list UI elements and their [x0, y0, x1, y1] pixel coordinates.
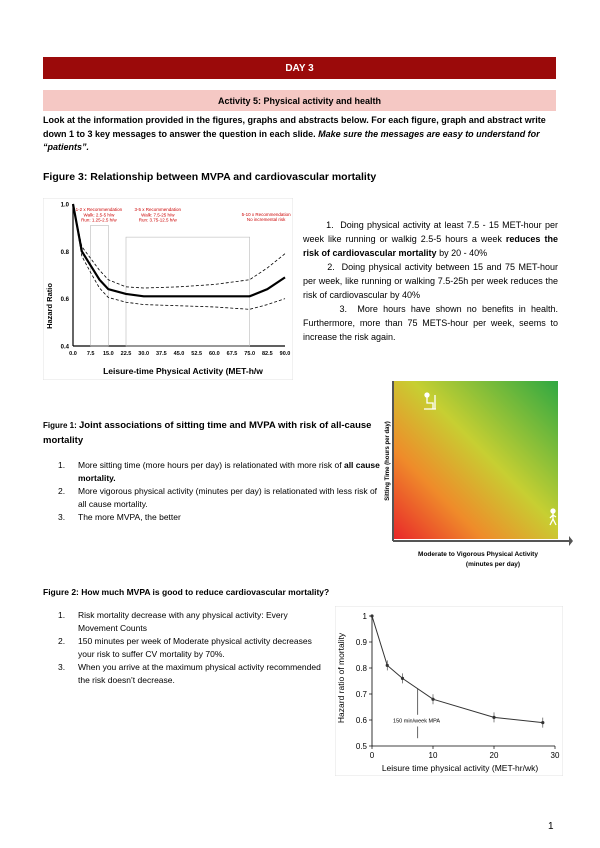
figure2-y-tick: 0.6	[355, 716, 367, 725]
figure1-message-2: 2. More vigorous physical activity (minutes per day) is relationated with less risk of all cause mortality.	[58, 486, 378, 509]
figure1-heading: Figure 1: Joint associations of sitting time and MVPA with risk of all-cause mortality	[43, 420, 372, 446]
figure2-y-tick: 0.5	[355, 742, 367, 751]
figure3-messages	[303, 218, 558, 344]
instructions-italic: Make sure the messages are easy to understand for “patients”.	[43, 128, 540, 152]
figure2-message-2: 2. 150 minutes per week of Moderate physical activity decreases your risk to suffer CV mortality by 70%.	[58, 636, 312, 659]
figure1-graphic	[383, 381, 573, 571]
figure3-x-tick: 7.5	[86, 351, 95, 357]
figure1-message-3: 3. The more MVPA, the better	[58, 512, 181, 522]
figure3-y-tick: 0.6	[60, 297, 69, 304]
figure3-x-tick: 37.5	[155, 351, 167, 357]
figure2-x-tick: 30	[550, 751, 560, 760]
activity-banner	[43, 90, 556, 111]
walking-person-icon	[550, 509, 556, 525]
figure2-y-tick: 0.8	[355, 664, 367, 673]
figure3-annotation-1: 1-2 x Recommendation Walk: 2.5-5 h/w Run: 1.25-2.5 h/w	[75, 207, 123, 223]
sitting-person-icon	[424, 393, 436, 409]
figure2-y-label: Hazard ratio of mortality	[336, 632, 346, 724]
activity-title: Activity 5: Physical activity and health	[217, 95, 382, 106]
figure3-annotation-2: 3-5 x Recommendation Walk: 7.5-25 h/w Run: 3.75-12.5 h/w	[134, 207, 182, 223]
page-number: 1	[548, 821, 554, 832]
mvpa-label-2: (minutes per day)	[465, 561, 521, 568]
figure3-x-label: Leisure-time Physical Activity (MET-h/w	[103, 366, 263, 376]
sitting-time-label: Sitting Time (hours per day)	[385, 421, 391, 501]
figure1-message-1: 1. More sitting time (more hours per day) is relationated with more risk of all cause mortality.	[58, 460, 380, 483]
figure3-x-tick: 90.0	[279, 351, 291, 357]
figure2-x-tick: 0	[369, 751, 375, 760]
figure2-point	[370, 614, 373, 617]
figure1-messages	[58, 459, 383, 524]
figure3-y-tick: 0.4	[60, 344, 69, 351]
figure3-x-tick: 15.0	[102, 351, 114, 357]
figure2-annotation: 150 min/week MPA	[393, 718, 441, 725]
figure3-y-tick: 0.8	[60, 249, 69, 256]
figure3-x-tick: 60.0	[208, 351, 220, 357]
figure3-x-tick: 67.5	[226, 351, 238, 357]
figure2-message-3: 3. When you arrive at the maximum physical activity recommended the risk doesn’t decrease.	[58, 662, 321, 685]
figure3-x-tick: 82.5	[261, 351, 273, 357]
figure3-message-3: 3. More hours have shown no benefits in health. Furthermore, more than 75 METS-hour per week, seems to increase the risk again.	[303, 304, 558, 342]
figure3-heading: Figure 3: Relationship between MVPA and cardiovascular mortality	[43, 171, 377, 183]
figure3-message-1: 1. Doing physical activity at least 7.5 - 15 MET-hour per week like running or walkig 2.5-5 hours a week reduces the risk of cardiovascular mortality by 20 - 40%	[303, 220, 558, 258]
mvpa-label-1: Moderate to Vigorous Physical Activity	[418, 551, 538, 558]
day-title: DAY 3	[285, 62, 314, 74]
figure3-x-tick: 0.0	[69, 351, 77, 357]
figure2-x-tick: 10	[428, 751, 438, 760]
figure2-x-tick: 20	[489, 751, 499, 760]
figure3-x-tick: 75.0	[244, 351, 256, 357]
figure3-x-tick: 52.5	[191, 351, 203, 357]
figure3-y-label: Hazard Ratio	[45, 283, 54, 329]
figure2-heading: Figure 2: How much MVPA is good to reduce cardiovascular mortality?	[43, 587, 330, 597]
figure2-chart	[335, 606, 563, 776]
figure3-y-tick: 1.0	[60, 202, 69, 209]
figure3-annotation-3: 5-10 x Recommendation No incremental risk	[241, 211, 291, 223]
figure2-x-label: Leisure time physical activity (MET-hr/wk)	[381, 763, 539, 773]
figure3-x-tick: 30.0	[138, 351, 150, 357]
figure3-x-tick: 45.0	[173, 351, 185, 357]
figure3-message-2: 2. Doing physical activity between 15 and 75 MET-hour per week, like running or walking 7.5-25h per week reduces the risk of cardiovascular by 40%	[303, 262, 558, 300]
figure2-y-tick: 1	[362, 612, 367, 621]
figure2-y-tick: 0.7	[355, 690, 367, 699]
figure3-x-tick: 22.5	[120, 351, 132, 357]
instructions	[43, 114, 556, 155]
day-banner	[43, 57, 556, 79]
figure2-y-tick: 0.9	[355, 638, 367, 647]
instructions-text: Look at the information provided in the figures, graphs and abstracts below. For each figure, graph and abstract write down 1 to 3 key messages to answer the question in each slide.	[43, 115, 546, 139]
figure2-message-1: 1. Risk mortality decrease with any physical activity: Every Movement Counts	[58, 610, 288, 633]
figure3-chart	[43, 198, 293, 380]
figure2-messages	[58, 609, 328, 687]
